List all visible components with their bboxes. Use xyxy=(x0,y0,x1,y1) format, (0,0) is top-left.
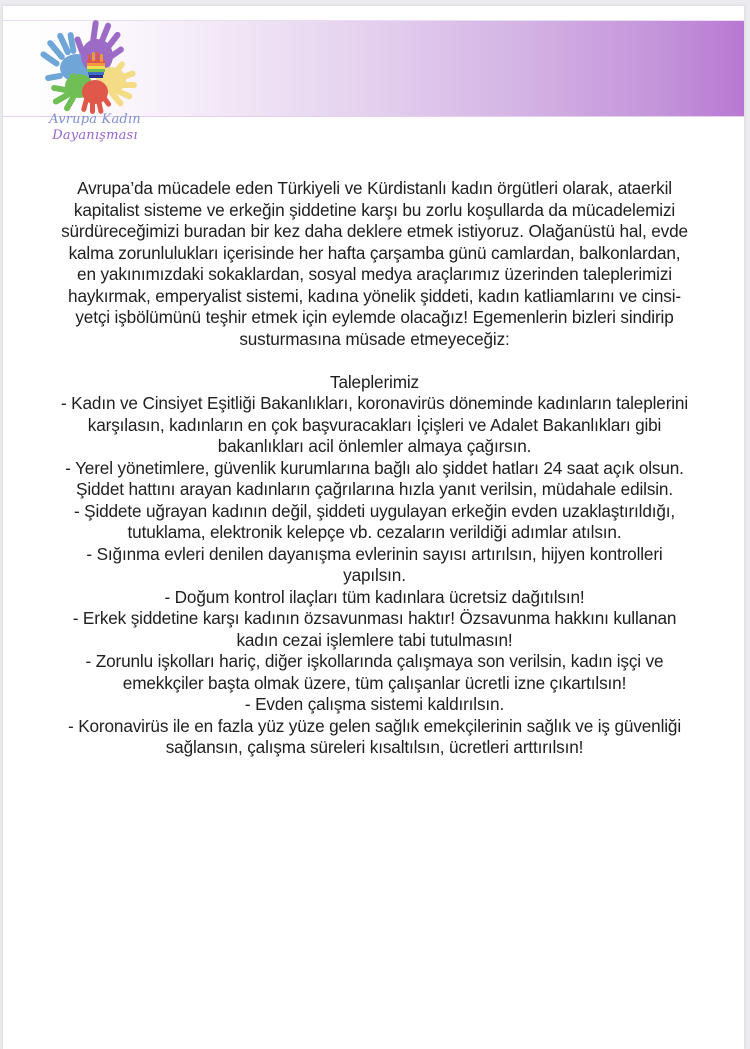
demand-line: - Şiddete uğrayan kadının değil, şiddeti uygulayan erkeğin evden uzaklaştırıldığı, xyxy=(73,500,676,521)
demand-item xyxy=(17,393,732,458)
logo-name-line2: Dayanışması xyxy=(52,128,138,143)
demand-line: bakanlıkları acil önlemler almaya çağırsın. xyxy=(217,436,532,456)
intro-line: sürdüreceğimizi buradan bir kez daha deklere etmek istiyoruz. Olağanüstü hal, evde xyxy=(61,221,688,241)
rainbow-hand-icon xyxy=(87,52,105,78)
demand-line: Şiddet hattını arayan kadınların çağrılarına hızla yanıt verilsin, müdahale edilsin. xyxy=(76,479,673,499)
demand-line: - Yerel yönetimlere, güvenlik kurumlarına bağlı alo şiddet hatları 24 saat açık olsun. xyxy=(65,457,684,478)
demand-item xyxy=(17,608,732,651)
logo-wordmark xyxy=(25,112,165,144)
logo xyxy=(25,10,165,155)
intro-line: yetçi işbölümünü teşhir etmek için eylemde olacağız! Egemenlerin bizleri sindirip xyxy=(75,307,674,327)
demand-line: - Erkek şiddetine karşı kadının özsavunması haktır! Özsavunma hakkını kullanan xyxy=(72,608,677,628)
demand-line: sağlansın, çalışma süreleri kısaltılsın, ücretleri arttırılsın! xyxy=(165,737,584,757)
hands-logo-icon xyxy=(25,10,165,114)
demand-line: - Sığınma evleri denilen dayanışma evlerinin sayısı artırılsın, hijyen kontrolleri xyxy=(86,543,663,564)
demand-line: kadın cezai işlemlere tabi tutulmasın! xyxy=(236,629,513,650)
logo-name-line1: Avrupa Kadın xyxy=(49,112,141,127)
demand-line: tutuklama, elektronik kelepçe vb. cezaların verildiği adımlar atılsın. xyxy=(127,522,622,542)
document-body xyxy=(17,178,732,759)
demand-line: - Zorunlu işkolları hariç, diğer işkollarında çalışmaya son verilsin, kadın işçi ve xyxy=(85,651,664,671)
demand-item xyxy=(17,716,732,759)
demand-line: - Kadın ve Cinsiyet Eşitliği Bakanlıkları, koronavirüs döneminde kadınların taleplerini xyxy=(60,393,689,413)
intro-line: susturmasına müsade etmeyeceğiz: xyxy=(239,328,510,349)
demand-line: karşılasın, kadınların en çok başvuracakları İçişleri ve Adalet Bakanlıkları gibi xyxy=(87,414,662,435)
demand-line: yapılsın. xyxy=(343,565,406,585)
demand-line: - Doğum kontrol ilaçları tüm kadınlara ücretsiz dağıtılsın! xyxy=(164,586,585,607)
demand-item xyxy=(17,544,732,587)
intro-line: kapitalist sisteme ve erkeğin şiddetine karşı bu zorlu koşullarda da mücadelemizi xyxy=(73,199,676,220)
intro-line: Avrupa’da mücadele eden Türkiyeli ve Kürdistanlı kadın örgütleri olarak, ataerkil xyxy=(77,178,672,198)
demand-item xyxy=(17,458,732,501)
demand-item xyxy=(17,694,732,716)
intro-line: kalma zorunlulukları içerisinde her hafta çarşamba günü camlardan, balkonlardan, xyxy=(68,242,681,263)
intro-line: haykırmak, emperyalist sistemi, kadına yönelik şiddeti, kadın katliamlarını ve cinsi- xyxy=(68,285,681,306)
demand-line: emekkçiler başta olmak üzere, tüm çalışanlar ücretli izne çıkartılsın! xyxy=(122,672,627,693)
demand-item xyxy=(17,501,732,544)
demand-item xyxy=(17,651,732,694)
document-page xyxy=(3,6,744,1049)
demand-item xyxy=(17,587,732,609)
demands-heading: Taleplerimiz xyxy=(330,371,419,392)
intro-line: en yakınımızdaki sokaklardan, sosyal medya araçlarımız üzerinden taleplerimizi xyxy=(77,264,672,284)
demand-line: - Evden çalışma sistemi kaldırılsın. xyxy=(244,694,505,714)
intro-paragraph xyxy=(17,178,732,350)
demand-line: - Koronavirüs ile en fazla yüz yüze gelen sağlık emekçilerinin sağlık ve iş güvenliği xyxy=(68,715,681,736)
